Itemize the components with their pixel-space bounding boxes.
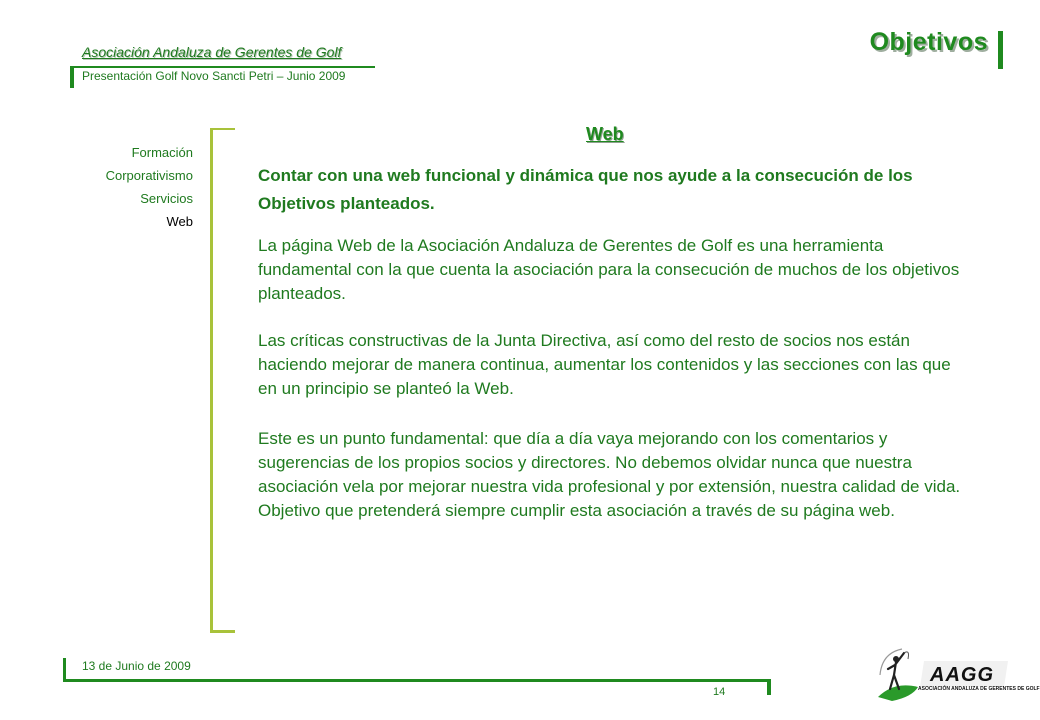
section-title: Web xyxy=(586,124,624,144)
presentation-subtitle: Presentación Golf Novo Sancti Petri – Junio 2009 xyxy=(82,69,346,83)
footer-date: 13 de Junio de 2009 xyxy=(82,659,191,673)
footer-tick xyxy=(767,679,771,695)
paragraph-2: Las críticas constructivas de la Junta Directiva, así como del resto de socios nos están haciendo mejorar de manera continua, aumentar los contenidos y las secciones con las que en un principio se planteó la Web. xyxy=(258,331,951,398)
paragraph-1: La página Web de la Asociación Andaluza de Gerentes de Golf es una herramienta fundamental con la que cuenta la asociación para la consecución de muchos de los objetivos planteados. xyxy=(258,236,960,303)
logo-wordmark: AAGG xyxy=(930,664,994,686)
nav-item-web[interactable]: Web xyxy=(166,214,193,229)
lead-text: Contar con una web funcional y dinámica que nos ayude a la consecución de los Objetivos planteados. xyxy=(258,166,913,213)
nav-bracket-top xyxy=(210,128,235,130)
nav-bracket-vertical xyxy=(210,128,213,633)
footer-rule xyxy=(63,679,771,682)
nav-item-corporativismo[interactable]: Corporativismo xyxy=(105,168,193,183)
nav-item-servicios[interactable]: Servicios xyxy=(140,191,193,206)
title-bar xyxy=(998,31,1003,69)
page-number: 14 xyxy=(713,686,726,698)
organization-name: Asociación Andaluza de Gerentes de Golf xyxy=(82,44,342,60)
paragraph-3: Este es un punto fundamental: que día a día vaya mejorando con los comentarios y sugerencias de los propios socios y directores. No debemos olvidar nunca que nuestra asociación vela por mejorar nuestra vida profesional y por extensión, nuestra calidad de vida. Objetivo que pretenderá siempre cumplir esta asociación a través de su página web. xyxy=(258,429,961,520)
page-title: Objetivos xyxy=(869,28,988,56)
footer-bracket xyxy=(63,658,66,680)
nav-bracket-bottom xyxy=(210,630,235,633)
header-rule xyxy=(70,66,375,68)
header-bracket xyxy=(70,66,74,88)
nav-item-formacion[interactable]: Formación xyxy=(131,145,193,160)
logo-subtitle: ASOCIACIÓN ANDALUZA DE GERENTES DE GOLF xyxy=(918,686,1040,692)
